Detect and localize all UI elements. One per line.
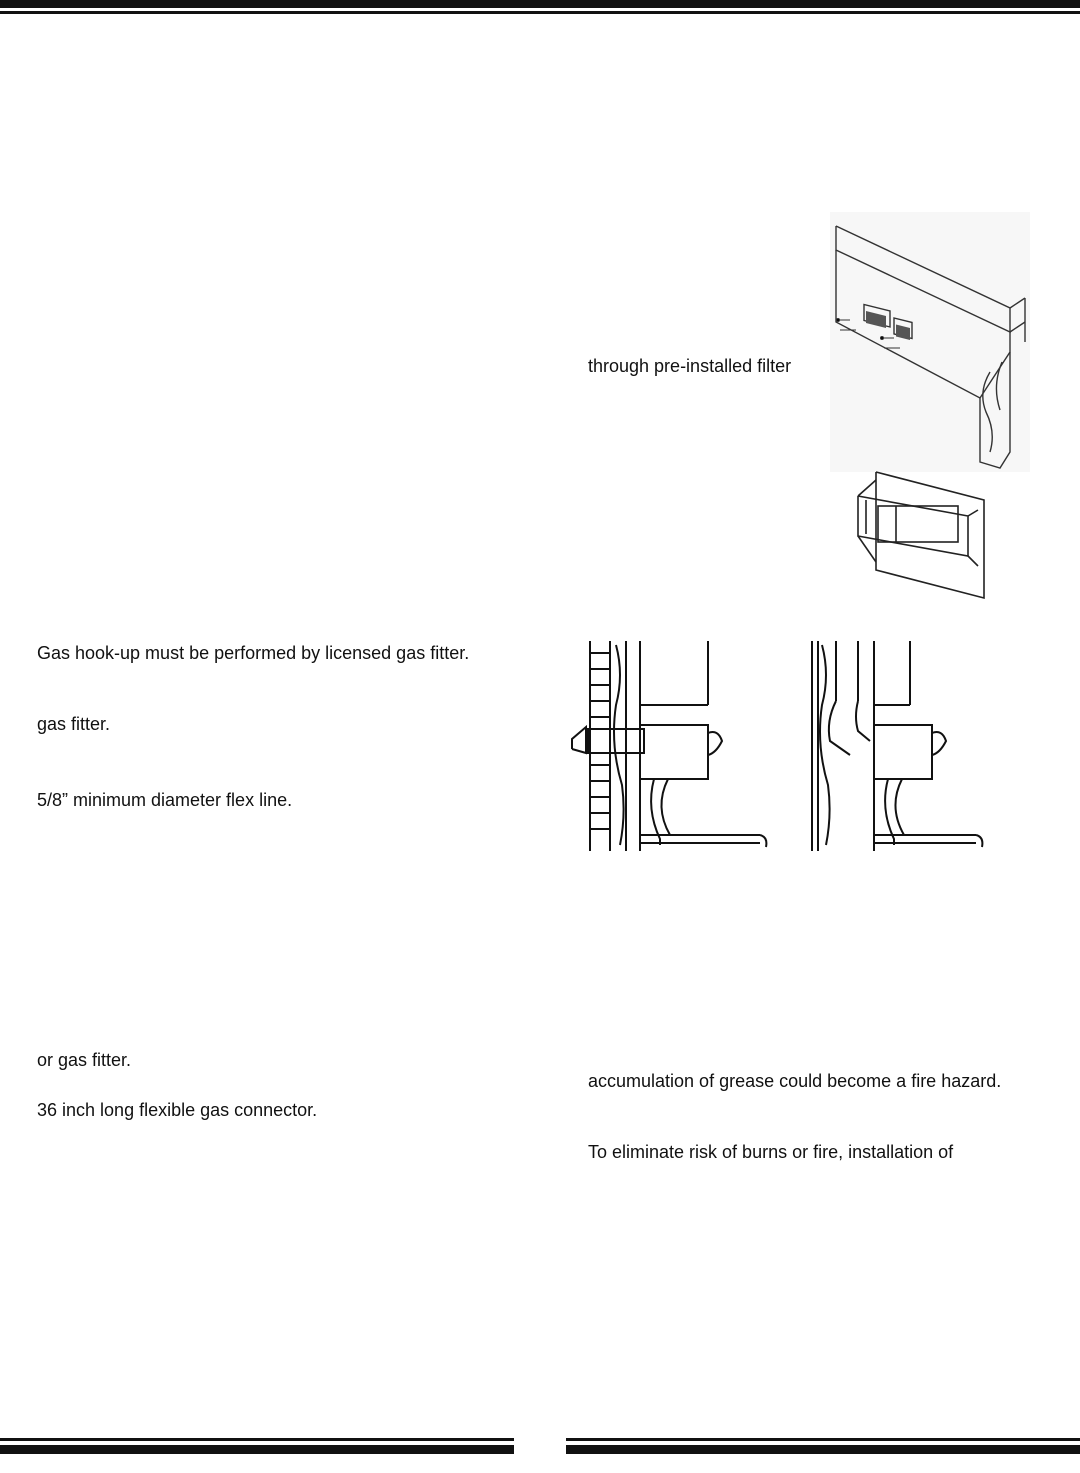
footer-rule-left-thick	[0, 1445, 514, 1454]
footer-rule-right-thick	[566, 1445, 1080, 1454]
header-rule-thin	[0, 11, 1080, 14]
footer-rule-left-thin	[0, 1438, 514, 1441]
grease-fire-warning: accumulation of grease could become a fire hazard.	[588, 1071, 1002, 1091]
footer-rule-right-thin	[566, 1438, 1080, 1441]
filter-caption: through pre-installed filter	[588, 356, 792, 376]
burn-fire-warning: To eliminate risk of burns or fire, installation of	[588, 1142, 954, 1162]
gas-fitter-line-2: or gas fitter.	[37, 1050, 132, 1070]
flexible-connector-spec: 36 inch long flexible gas connector.	[37, 1100, 318, 1120]
flex-line-spec: 5/8” minimum diameter flex line.	[37, 790, 293, 810]
wall-venting-cross-section-illustrations	[564, 641, 984, 853]
hood-insert-illustration	[830, 212, 1030, 472]
header-rule-thick	[0, 0, 1080, 8]
gas-fitter-line: gas fitter.	[37, 714, 111, 734]
gas-hookup-warning: Gas hook-up must be performed by licensed gas fitter.	[37, 643, 470, 663]
rectangular-duct-transition-illustration	[848, 470, 988, 600]
